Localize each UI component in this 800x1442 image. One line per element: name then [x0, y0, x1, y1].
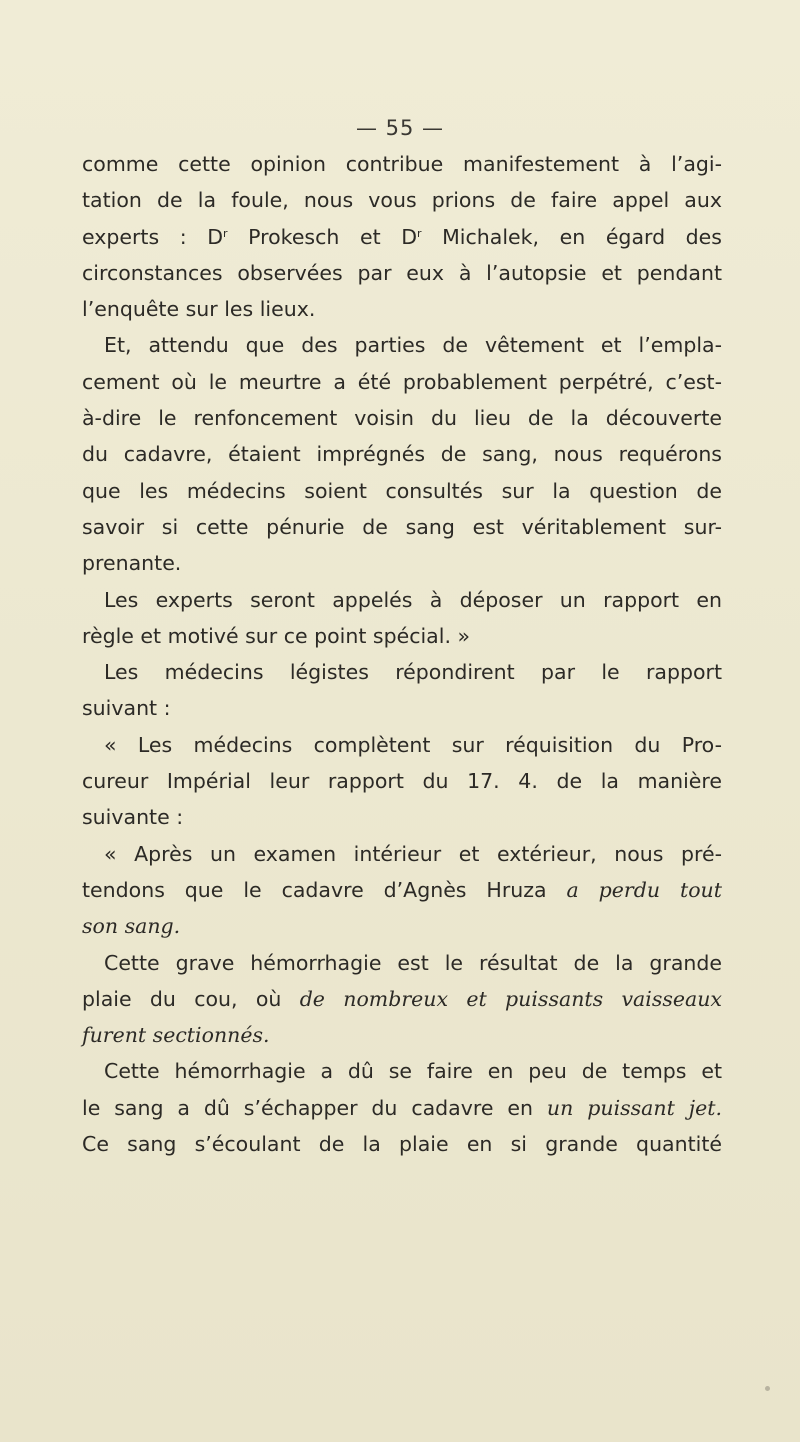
paper-speck	[765, 1386, 770, 1391]
text-line	[82, 1090, 722, 1126]
text-line	[82, 545, 722, 581]
text-run: cement où le meurtre a été probablement perpétré, c’est-	[82, 369, 722, 394]
paragraph-start-line	[82, 727, 722, 763]
text-run: tation de la foule, nous vous prions de faire appel aux	[82, 188, 722, 213]
text-run: Cette hémorrhagie a dû se faire en peu de temps et	[104, 1059, 722, 1084]
italic-text: a perdu tout	[566, 877, 722, 902]
text-line	[82, 509, 722, 545]
text-line	[82, 219, 722, 255]
paragraph-start-line	[82, 1053, 722, 1089]
text-line	[82, 1126, 722, 1162]
text-run: cureur Impérial leur rapport du 17. 4. de la manière	[82, 769, 722, 794]
superscript: r	[223, 226, 228, 240]
paragraph-start-line	[82, 582, 722, 618]
paragraph-start-line	[82, 836, 722, 872]
text-line	[82, 1017, 722, 1053]
text-line	[82, 690, 722, 726]
text-run: Cette grave hémorrhagie est le résultat de la grande	[104, 950, 722, 975]
text-line	[82, 255, 722, 291]
text-run: Et, attendu que des parties de vêtement et l’empla-	[104, 333, 722, 358]
text-run: Les médecins légistes répondirent par le rapport	[104, 660, 722, 685]
paragraph-start-line	[82, 654, 722, 690]
italic-text: un puissant jet.	[546, 1095, 722, 1120]
page-number: — 55 —	[355, 116, 445, 140]
text-run	[82, 1096, 722, 1120]
body-text	[82, 146, 722, 1162]
text-run: comme cette opinion contribue manifestement à l’agi-	[82, 152, 722, 176]
italic-text: furent sectionnés.	[82, 1023, 270, 1048]
text-run: règle et motivé sur ce point spécial. »	[82, 623, 471, 648]
text-line	[82, 763, 722, 799]
text-line	[82, 473, 722, 509]
text-run: du cadavre, étaient imprégnés de sang, nous requérons	[82, 442, 722, 467]
text-run: Les experts seront appelés à déposer un rapport en	[104, 587, 722, 612]
text-run: « Après un examen intérieur et extérieur, nous pré-	[104, 841, 722, 866]
text-run	[82, 225, 722, 249]
text-fragment: tendons que le cadavre d’Agnès Hruza	[82, 877, 567, 902]
text-run: suivant :	[82, 696, 171, 721]
text-line	[82, 618, 722, 654]
text-line	[82, 799, 722, 835]
text-fragment: Michalek, en égard des	[421, 224, 722, 249]
text-fragment: le sang a dû s’échapper du cadavre en	[82, 1095, 547, 1120]
text-run: savoir si cette pénurie de sang est véritablement sur-	[82, 514, 722, 539]
superscript: r	[417, 226, 422, 240]
text-run: prenante.	[82, 551, 182, 576]
italic-text: son sang.	[82, 914, 181, 939]
text-run: suivante :	[82, 805, 184, 830]
text-run: circonstances observées par eux à l’autopsie et pendant	[82, 260, 722, 285]
text-line	[82, 908, 722, 944]
text-line	[82, 291, 722, 327]
text-run: « Les médecins complètent sur réquisition du Pro-	[104, 732, 722, 757]
text-run: l’enquête sur les lieux.	[82, 297, 316, 322]
text-line	[82, 146, 722, 182]
text-run: à-dire le renfoncement voisin du lieu de la découverte	[82, 406, 722, 431]
text-run	[82, 878, 722, 902]
text-line	[82, 400, 722, 436]
paragraph-start-line	[82, 945, 722, 981]
text-line	[82, 872, 722, 908]
text-fragment: Prokesch et D	[227, 224, 417, 249]
text-line	[82, 436, 722, 472]
text-fragment: experts : D	[82, 224, 224, 249]
text-run	[82, 987, 722, 1011]
text-line	[82, 182, 722, 218]
text-line	[82, 364, 722, 400]
paragraph-start-line	[82, 327, 722, 363]
text-run: Ce sang s’écoulant de la plaie en si grande quantité	[82, 1132, 722, 1157]
text-line	[82, 981, 722, 1017]
text-run: que les médecins soient consultés sur la question de	[82, 478, 722, 503]
text-fragment: plaie du cou, où	[82, 986, 300, 1011]
italic-text: de nombreux et puissants vaisseaux	[299, 986, 722, 1011]
